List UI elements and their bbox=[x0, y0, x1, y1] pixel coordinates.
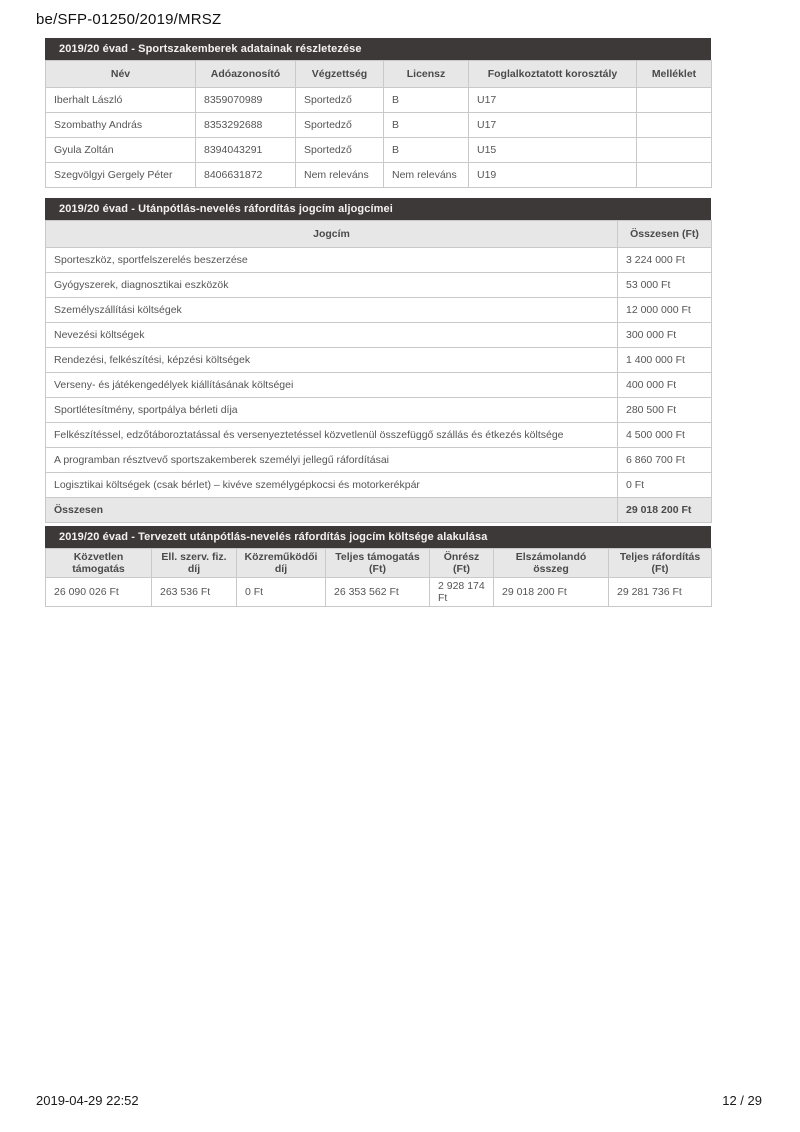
cell-tax-id: 8394043291 bbox=[196, 138, 296, 163]
table-row bbox=[46, 248, 712, 273]
column-header-kozremukodoi-dij: Közreműködői díj bbox=[237, 549, 326, 578]
cell-attachment bbox=[637, 113, 712, 138]
table-row bbox=[46, 398, 712, 423]
cell-name: Iberhalt László bbox=[46, 88, 196, 113]
column-header-korosztaly: Foglalkoztatott korosztály bbox=[469, 61, 637, 88]
cell-age-group: U17 bbox=[469, 88, 637, 113]
cell-amount: 0 Ft bbox=[618, 473, 712, 498]
cell-amount: 300 000 Ft bbox=[618, 323, 712, 348]
column-header-teljes-raforditas: Teljes ráfordítás (Ft) bbox=[609, 549, 712, 578]
cell-amount: 1 400 000 Ft bbox=[618, 348, 712, 373]
cell-jogcim: Logisztikai költségek (csak bérlet) – kivéve személygépkocsi és motorkerékpár bbox=[46, 473, 618, 498]
table-row bbox=[46, 423, 712, 448]
cell-amount: 4 500 000 Ft bbox=[618, 423, 712, 448]
cell-onresz: 2 928 174 Ft bbox=[430, 578, 494, 607]
table-row bbox=[46, 578, 712, 607]
cell-jogcim: Sportlétesítmény, sportpálya bérleti díja bbox=[46, 398, 618, 423]
cell-age-group: U19 bbox=[469, 163, 637, 188]
section-gap bbox=[45, 188, 711, 198]
column-header-vegzettseg: Végzettség bbox=[296, 61, 384, 88]
cell-jogcim: Felkészítéssel, edzőtáboroztatással és versenyeztetéssel közvetlenül összefüggő szállás és étkezés költsége bbox=[46, 423, 618, 448]
cell-total-amount: 29 018 200 Ft bbox=[618, 498, 712, 523]
cell-qualification: Sportedző bbox=[296, 88, 384, 113]
cell-amount: 12 000 000 Ft bbox=[618, 298, 712, 323]
table-row bbox=[46, 323, 712, 348]
cell-tax-id: 8353292688 bbox=[196, 113, 296, 138]
footer-page-indicator: 12 / 29 bbox=[722, 1093, 762, 1108]
table-row bbox=[46, 448, 712, 473]
cell-license: B bbox=[384, 138, 469, 163]
column-header-teljes-tamogatas: Teljes támogatás (Ft) bbox=[326, 549, 430, 578]
cell-name: Gyula Zoltán bbox=[46, 138, 196, 163]
page-footer bbox=[36, 1093, 762, 1108]
cell-qualification: Sportedző bbox=[296, 138, 384, 163]
table-row bbox=[46, 273, 712, 298]
cell-age-group: U17 bbox=[469, 113, 637, 138]
cell-jogcim: Rendezési, felkészítési, képzési költségek bbox=[46, 348, 618, 373]
section-title-sportszakemberek: 2019/20 évad - Sportszakemberek adatainak részletezése bbox=[45, 38, 711, 60]
column-header-osszesen: Összesen (Ft) bbox=[618, 221, 712, 248]
section-title-jogcim-aljogcimei: 2019/20 évad - Utánpótlás-nevelés ráfordítás jogcím aljogcímei bbox=[45, 198, 711, 220]
document-id-header: be/SFP-01250/2019/MRSZ bbox=[36, 11, 222, 28]
table-row bbox=[46, 113, 712, 138]
cell-jogcim: Verseny- és játékengedélyek kiállításának költségei bbox=[46, 373, 618, 398]
column-header-onresz: Önrész (Ft) bbox=[430, 549, 494, 578]
column-header-nev: Név bbox=[46, 61, 196, 88]
cell-kozvetlen-tamogatas: 26 090 026 Ft bbox=[46, 578, 152, 607]
cell-kozremukodoi-dij: 0 Ft bbox=[237, 578, 326, 607]
cell-total-label: Összesen bbox=[46, 498, 618, 523]
column-header-melleklet: Melléklet bbox=[637, 61, 712, 88]
cell-attachment bbox=[637, 163, 712, 188]
table-tervezett-koltseg bbox=[45, 548, 712, 607]
cell-amount: 6 860 700 Ft bbox=[618, 448, 712, 473]
table-row bbox=[46, 348, 712, 373]
table-row bbox=[46, 88, 712, 113]
cell-tax-id: 8359070989 bbox=[196, 88, 296, 113]
cell-ell-szerv-fiz-dij: 263 536 Ft bbox=[152, 578, 237, 607]
cell-qualification: Sportedző bbox=[296, 113, 384, 138]
table-row bbox=[46, 373, 712, 398]
cell-amount: 400 000 Ft bbox=[618, 373, 712, 398]
table-header-row bbox=[46, 221, 712, 248]
cell-amount: 53 000 Ft bbox=[618, 273, 712, 298]
cell-license: Nem releváns bbox=[384, 163, 469, 188]
cell-amount: 280 500 Ft bbox=[618, 398, 712, 423]
cell-license: B bbox=[384, 88, 469, 113]
column-header-licensz: Licensz bbox=[384, 61, 469, 88]
cell-name: Szombathy András bbox=[46, 113, 196, 138]
page-content bbox=[45, 38, 711, 607]
table-sportszakemberek bbox=[45, 60, 712, 188]
cell-jogcim: A programban résztvevő sportszakemberek személyi jellegű ráfordításai bbox=[46, 448, 618, 473]
section-title-tervezett-koltseg: 2019/20 évad - Tervezett utánpótlás-nevelés ráfordítás jogcím költsége alakulása bbox=[45, 526, 711, 548]
table-header-row bbox=[46, 549, 712, 578]
cell-jogcim: Sporteszköz, sportfelszerelés beszerzése bbox=[46, 248, 618, 273]
column-header-ell-szerv-fiz-dij: Ell. szerv. fiz. díj bbox=[152, 549, 237, 578]
cell-attachment bbox=[637, 138, 712, 163]
table-row bbox=[46, 163, 712, 188]
cell-teljes-tamogatas: 26 353 562 Ft bbox=[326, 578, 430, 607]
cell-name: Szegvölgyi Gergely Péter bbox=[46, 163, 196, 188]
cell-age-group: U15 bbox=[469, 138, 637, 163]
cell-teljes-raforditas: 29 281 736 Ft bbox=[609, 578, 712, 607]
cell-tax-id: 8406631872 bbox=[196, 163, 296, 188]
footer-timestamp: 2019-04-29 22:52 bbox=[36, 1093, 139, 1108]
table-total-row bbox=[46, 498, 712, 523]
table-row bbox=[46, 473, 712, 498]
cell-jogcim: Nevezési költségek bbox=[46, 323, 618, 348]
table-row bbox=[46, 298, 712, 323]
cell-attachment bbox=[637, 88, 712, 113]
column-header-jogcim: Jogcím bbox=[46, 221, 618, 248]
cell-jogcim: Személyszállítási költségek bbox=[46, 298, 618, 323]
column-header-elszamolando-osszeg: Elszámolandó összeg bbox=[494, 549, 609, 578]
table-row bbox=[46, 138, 712, 163]
column-header-kozvetlen-tamogatas: Közvetlen támogatás bbox=[46, 549, 152, 578]
cell-qualification: Nem releváns bbox=[296, 163, 384, 188]
cell-jogcim: Gyógyszerek, diagnosztikai eszközök bbox=[46, 273, 618, 298]
cell-amount: 3 224 000 Ft bbox=[618, 248, 712, 273]
table-header-row bbox=[46, 61, 712, 88]
cell-license: B bbox=[384, 113, 469, 138]
table-jogcim-aljogcimei bbox=[45, 220, 712, 523]
column-header-adoazonosito: Adóazonosító bbox=[196, 61, 296, 88]
cell-elszamolando-osszeg: 29 018 200 Ft bbox=[494, 578, 609, 607]
